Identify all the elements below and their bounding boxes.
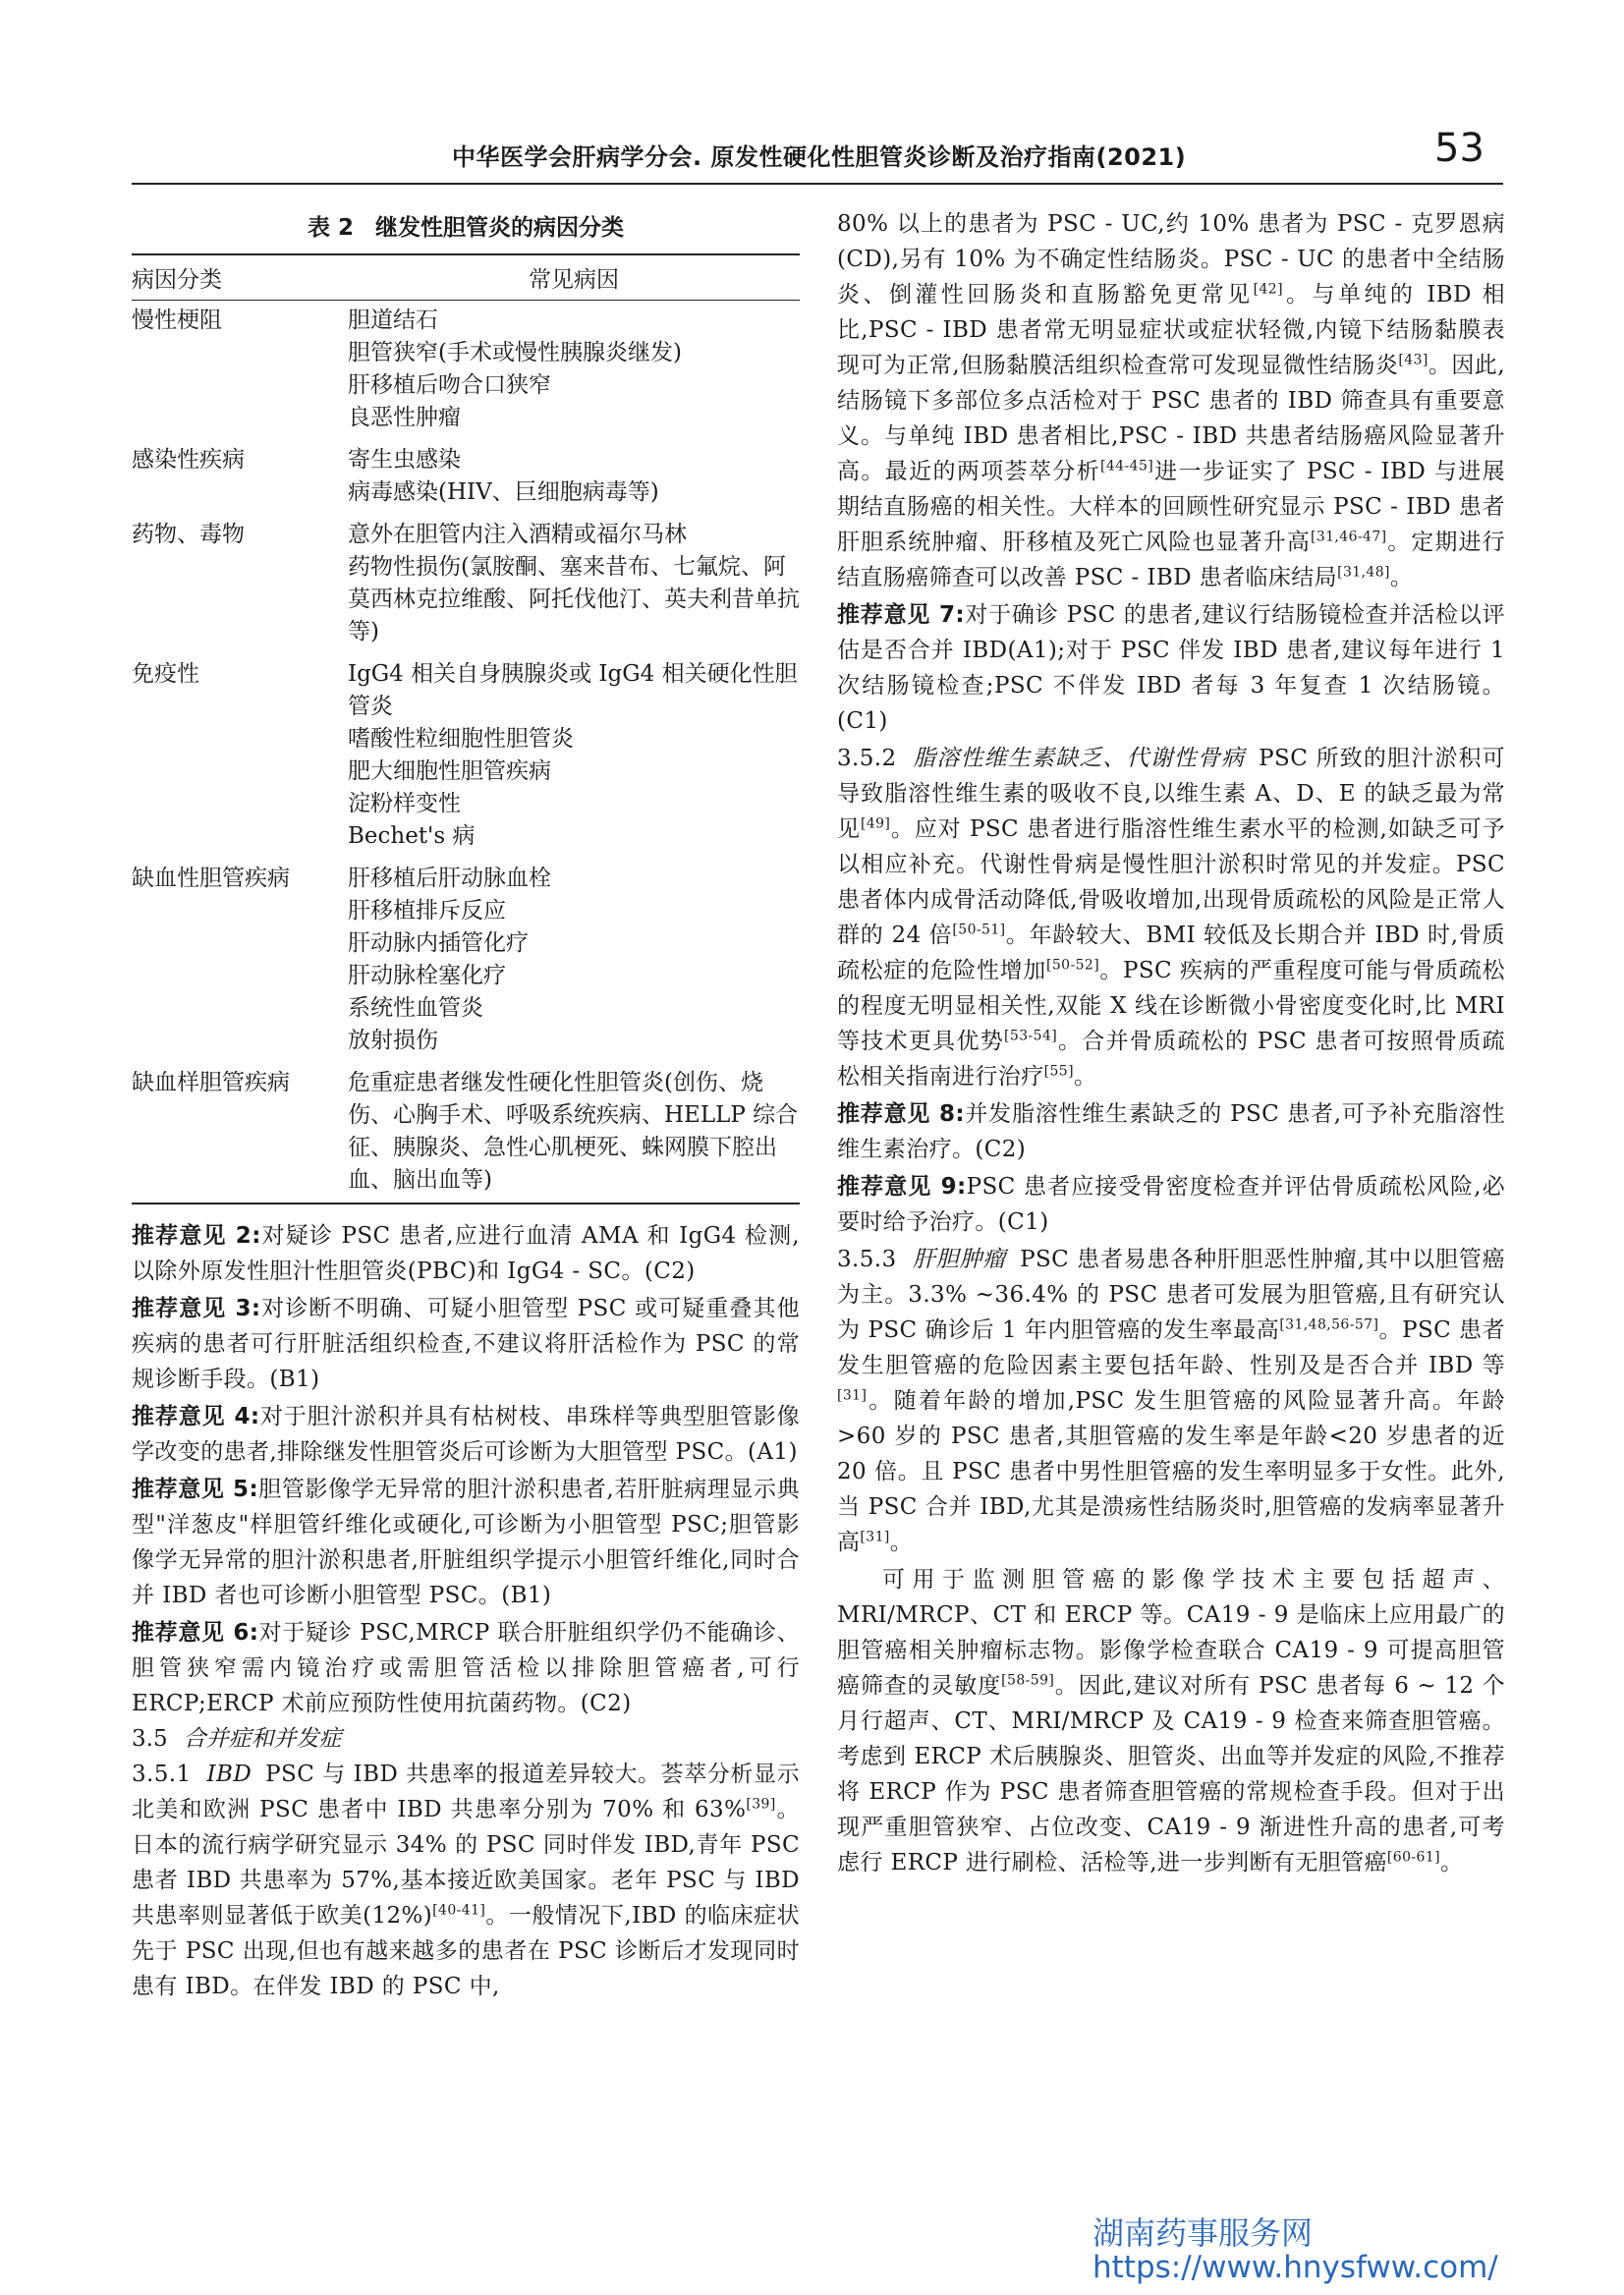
- page-number: 53: [1434, 126, 1484, 171]
- table-body: [132, 301, 800, 1204]
- table-row: [132, 440, 800, 515]
- causes-cell: [348, 654, 800, 859]
- section-3-5-title: 合并症和并发症: [183, 1726, 342, 1752]
- citation: [53-54]: [1004, 1028, 1058, 1044]
- recommendation-7-label: 推荐意见 7:: [837, 602, 965, 628]
- recommendation-8-text: 并发脂溶性维生素缺乏的 PSC 患者,可予补充脂溶性维生素治疗。(C2): [837, 1101, 1505, 1162]
- table-row: [132, 1063, 800, 1203]
- category-cell: 感染性疾病: [132, 447, 245, 473]
- table-row: [132, 515, 800, 654]
- recommendation-6-label: 推荐意见 6:: [132, 1620, 259, 1646]
- category-cell: 慢性梗阻: [132, 308, 222, 333]
- paragraph-text: 。随着年龄的增加,PSC 发生胆管癌的风险显著升高。年龄>60 岁的 PSC 患者,其胆管癌的发生率是年龄<20 岁患者的近 20 倍。且 PSC 患者中男性胆管癌的发生率明显多于女性。此外,当 PSC 合并 IBD,尤其是溃疡性结肠炎时,胆管癌的发病率显著升高: [837, 1388, 1505, 1555]
- cause-item: 肝移植后吻合口狭窄: [348, 372, 551, 398]
- paragraph-text: 。因此,结肠镜下多部位多点活检对于 PSC 患者的 IBD 筛查具有重要意义。与单纯 IBD 患者相比,PSC - IBD 共患者结肠癌风险显著升高。最近的两项荟萃分析: [837, 353, 1505, 484]
- recommendation-4-label: 推荐意见 4:: [132, 1404, 260, 1429]
- table-caption-text: 继发性胆管炎的病因分类: [375, 215, 624, 241]
- section-3-5-2-paragraph: [837, 741, 1505, 1094]
- left-column: [132, 201, 800, 2004]
- cause-item: 肝移植后肝动脉血栓: [348, 866, 551, 891]
- citation: [39]: [746, 1796, 776, 1813]
- citation: [55]: [1043, 1063, 1074, 1080]
- paragraph-text: 80% 以上的患者为 PSC - UC,约 10% 患者为 PSC - 克罗恩病(CD),另有 10% 为不确定性结肠炎。PSC - UC 的患者中全结肠炎、倒灌性回肠炎和直肠豁免更常见: [837, 211, 1505, 308]
- recommendation-8: [837, 1096, 1505, 1167]
- paragraph-text: 。: [889, 1530, 914, 1555]
- causes-cell: [348, 440, 800, 515]
- paragraph-text: PSC 与 IBD 共患率的报道差异较大。荟萃分析显示北美和欧洲 PSC 患者中 IBD 共患率分别为 70% 和 63%: [132, 1762, 800, 1822]
- cause-item: 肥大细胞性胆管疾病: [348, 758, 551, 784]
- causes-cell: [348, 859, 800, 1063]
- table-row: [132, 859, 800, 1063]
- recommendation-6-text: 对于疑诊 PSC,MRCP 联合肝脏组织学仍不能确诊、胆管狭窄需内镜治疗或需胆管活检以排除胆管癌者,可行 ERCP;ERCP 术前应预防性使用抗菌药物。(C2): [132, 1620, 800, 1716]
- recommendation-2: [132, 1218, 800, 1289]
- cause-item: 病毒感染(HIV、巨细胞病毒等): [348, 479, 659, 505]
- citation: [50-52]: [1045, 957, 1100, 974]
- recommendation-8-label: 推荐意见 8:: [837, 1101, 965, 1127]
- cause-item: 放射损伤: [348, 1028, 438, 1053]
- table-row: [132, 301, 800, 441]
- paragraph-text: 可用于监测胆管癌的影像学技术主要包括超声、MRI/MRCP、CT 和 ERCP 等。CA19 - 9 是临床上应用最广的胆管癌相关肿瘤标志物。影像学检查联合 CA19 - 9 可提高胆管癌筛查的灵敏度: [837, 1567, 1505, 1699]
- paragraph-text: 。: [1073, 1064, 1097, 1090]
- citation: [42]: [1253, 281, 1283, 298]
- paragraph-text: 。: [1440, 1850, 1464, 1875]
- category-cell: 缺血样胆管疾病: [132, 1063, 348, 1203]
- section-3-5-1-number: 3.5.1: [132, 1762, 192, 1787]
- category-cell: 免疫性: [132, 661, 199, 687]
- cause-item: 胆道结石: [348, 308, 438, 333]
- cause-item: 系统性血管炎: [348, 995, 483, 1021]
- recommendation-3-label: 推荐意见 3:: [132, 1296, 261, 1321]
- paragraph-text: 。一般情况下,IBD 的临床症状先于 PSC 出现,但也有越来越多的患者在 PSC 诊断后才发现同时患有 IBD。在伴发 IBD 的 PSC 中,: [132, 1903, 800, 1999]
- citation: [31,48,56-57]: [1279, 1316, 1379, 1333]
- recommendation-2-label: 推荐意见 2:: [132, 1223, 261, 1249]
- paragraph-text: 。PSC 患者发生胆管癌的危险因素主要包括年龄、性别及是否合并 IBD 等: [837, 1317, 1505, 1378]
- table-row: [132, 654, 800, 859]
- citation: [49]: [860, 815, 891, 832]
- table-caption-number: 表 2: [307, 215, 354, 241]
- recommendation-3: [132, 1291, 800, 1397]
- recommendation-9: [837, 1169, 1505, 1240]
- recommendation-4: [132, 1399, 800, 1470]
- citation: [50-51]: [952, 922, 1006, 938]
- right-column: [837, 206, 1505, 1880]
- recommendation-7-text: 对于确诊 PSC 的患者,建议行结肠镜检查并活检以评估是否合并 IBD(A1);对于 PSC 伴发 IBD 患者,建议每年进行 1 次结肠镜检查;PSC 不伴发 IBD 者每 3 年复查 1 次结肠镜。(C1): [837, 602, 1505, 734]
- table-caption: [132, 209, 800, 242]
- cause-item: Bechet's 病: [348, 823, 476, 849]
- section-3-5-1-paragraph: [132, 1757, 800, 2004]
- section-3-5-3-paragraph: [837, 1242, 1505, 1560]
- citation: [44-45]: [1100, 458, 1154, 475]
- paragraph-text: 。定期进行结直肠癌筛查可以改善 PSC - IBD 患者临床结局: [837, 530, 1506, 590]
- paragraph-text: PSC 患者易患各种肝胆恶性肿瘤,其中以胆管癌为主。3.3% ~36.4% 的 PSC 患者可发展为胆管癌,且有研究认为 PSC 确诊后 1 年内胆管癌的发生率最高: [837, 1247, 1506, 1343]
- cause-item: IgG4 相关自身胰腺炎或 IgG4 相关硬化性胆管炎: [348, 661, 798, 719]
- site-watermark-name: 湖南药事服务网: [1092, 2214, 1314, 2252]
- paragraph-text: 。: [1389, 565, 1414, 590]
- recommendation-5: [132, 1472, 800, 1613]
- citation: [31,46-47]: [1310, 529, 1387, 545]
- paragraph-text: 。与单纯的 IBD 相比,PSC - IBD 患者常无明显症状或症状轻微,内镜下结肠黏膜表现可为正常,但肠黏膜活组织检查常可发现显微性结肠炎: [837, 282, 1506, 378]
- cause-item: 肝动脉栓塞化疗: [348, 963, 506, 988]
- site-watermark-url[interactable]: https://www.hnysfww.com/: [1092, 2250, 1498, 2285]
- section-3-5-heading: [132, 1721, 800, 1757]
- cause-item: 寄生虫感染: [348, 447, 461, 473]
- header-divider: [132, 183, 1503, 185]
- section-3-5-2-number: 3.5.2: [837, 746, 897, 771]
- section-3-5-number: 3.5: [132, 1726, 168, 1752]
- recommendation-6: [132, 1615, 800, 1721]
- cholangiocarcinoma-screening-paragraph: [837, 1562, 1505, 1880]
- cause-item: 肝移植排斥反应: [348, 898, 506, 924]
- cause-item: 药物性损伤(氯胺酮、塞来昔布、七氟烷、阿莫西林克拉维酸、阿托伐他汀、英夫利昔单抗等): [348, 554, 800, 644]
- cause-item: 胆管狭窄(手术或慢性胰腺炎继发): [348, 340, 682, 365]
- section-3-5-1-title: IBD: [206, 1762, 252, 1787]
- cause-item: 危重症患者继发性硬化性胆管炎(创伤、烧伤、心胸手术、呼吸系统疾病、HELLP 综合征、胰腺炎、急性心肌梗死、蛛网膜下腔出血、脑出血等): [348, 1070, 799, 1193]
- causes-cell: [348, 1063, 800, 1203]
- recommendation-9-text: PSC 患者应接受骨密度检查并评估骨质疏松风险,必要时给予治疗。(C1): [837, 1174, 1505, 1235]
- citation: [31]: [860, 1529, 890, 1545]
- recommendation-5-label: 推荐意见 5:: [132, 1477, 259, 1502]
- section-3-5-3-number: 3.5.3: [837, 1247, 897, 1272]
- running-header-title: 中华医学会肝病学分会. 原发性硬化性胆管炎诊断及治疗指南(2021): [452, 143, 1187, 171]
- citation: [43]: [1398, 352, 1428, 368]
- recommendation-3-text: 对诊断不明确、可疑小胆管型 PSC 或可疑重叠其他疾病的患者可行肝脏活组织检查,不建议将肝活检作为 PSC 的常规诊断手段。(B1): [132, 1296, 801, 1392]
- causes-cell: [348, 515, 800, 654]
- paragraph-text: PSC 所致的胆汁淤积可导致脂溶性维生素的吸收不良,以维生素 A、D、E 的缺乏最为常见: [837, 746, 1505, 842]
- paragraph-text: 。因此,建议对所有 PSC 患者每 6 ~ 12 个月行超声、CT、MRI/MRCP 及 CA19 - 9 检查来筛查胆管癌。考虑到 ERCP 术后胰腺炎、胆管炎、出血等并发症的风险,不推荐将 ERCP 作为 PSC 患者筛查胆管癌的常规检查手段。但对于出现严重胆管狭窄、占位改变、CA19 - 9 渐进性升高的患者,可考虑行 ERCP 进行刷检、活检等,进一步判断有无胆管癌: [837, 1673, 1505, 1875]
- recommendation-9-label: 推荐意见 9:: [837, 1174, 967, 1200]
- recommendation-5-text: 胆管影像学无异常的胆汁淤积患者,若肝脏病理显示典型"洋葱皮"样胆管纤维化或硬化,可诊断为小胆管型 PSC;胆管影像学无异常的胆汁淤积患者,肝脏组织学提示小胆管纤维化,同时合并 IBD 者也可诊断小胆管型 PSC。(B1): [132, 1477, 800, 1608]
- category-cell: 缺血性胆管疾病: [132, 866, 290, 891]
- paragraph-text: 。应对 PSC 患者进行脂溶性维生素水平的检测,如缺乏可予以相应补充。代谢性骨病是慢性胆汁淤积时常见的并发症。PSC 患者体内成骨活动降低,骨吸收增加,出现骨质疏松的风险是正常人群的 24 倍: [837, 816, 1505, 948]
- paragraph-text: 。合并骨质疏松的 PSC 患者可按照骨质疏松相关指南进行治疗: [837, 1029, 1505, 1090]
- section-3-5-3-title: 肝胆肿瘤: [912, 1247, 1007, 1272]
- citation: [31]: [837, 1387, 868, 1404]
- paragraph-text: 。日本的流行病学研究显示 34% 的 PSC 同时伴发 IBD,青年 PSC 患者 IBD 共患率为 57%,基本接近欧美国家。老年 PSC 与 IBD 共患率则显著低于欧美(12%): [132, 1797, 800, 1929]
- citation: [31,48]: [1337, 564, 1390, 581]
- paragraph-text: 。年龄较大、BMI 较低及长期合并 IBD 时,骨质疏松症的危险性增加: [837, 923, 1505, 983]
- cause-item: 良恶性肿瘤: [348, 405, 461, 430]
- causes-cell: [348, 301, 800, 441]
- recommendation-2-text: 对疑诊 PSC 患者,应进行血清 AMA 和 IgG4 检测,以除外原发性胆汁性胆管炎(PBC)和 IgG4 - SC。(C2): [132, 1223, 800, 1284]
- recommendation-4-text: 对于胆汁淤积并具有枯树枝、串珠样等典型胆管影像学改变的患者,排除继发性胆管炎后可诊断为大胆管型 PSC。(A1): [132, 1404, 801, 1465]
- cause-item: 肝动脉内插管化疗: [348, 930, 529, 956]
- citation: [58-59]: [1001, 1672, 1055, 1689]
- cause-item: 意外在胆管内注入酒精或福尔马林: [348, 522, 687, 547]
- citation: [40-41]: [432, 1902, 486, 1919]
- recommendation-7: [837, 597, 1505, 739]
- section-3-5-2-title: 脂溶性维生素缺乏、代谢性骨病: [912, 746, 1246, 771]
- cause-item: 淀粉样变性: [348, 791, 461, 816]
- paragraph-text: 。PSC 疾病的严重程度可能与骨质疏松的程度无明显相关性,双能 X 线在诊断微小骨密度变化时,比 MRI 等技术更具优势: [837, 958, 1505, 1054]
- citation: [60-61]: [1386, 1849, 1441, 1866]
- ibd-continued-paragraph: [837, 206, 1505, 595]
- category-cell: 药物、毒物: [132, 522, 245, 547]
- cause-item: 嗜酸性粒细胞性胆管炎: [348, 726, 574, 752]
- table-header-causes: 常见病因: [348, 254, 800, 301]
- paragraph-text: 进一步证实了 PSC - IBD 与进展期结直肠癌的相关性。大样本的回顾性研究显示 PSC - IBD 患者肝胆系统肿瘤、肝移植及死亡风险也显著升高: [837, 459, 1505, 555]
- table-header-category: 病因分类: [132, 254, 348, 301]
- secondary-cholangitis-cause-table: [132, 253, 800, 1204]
